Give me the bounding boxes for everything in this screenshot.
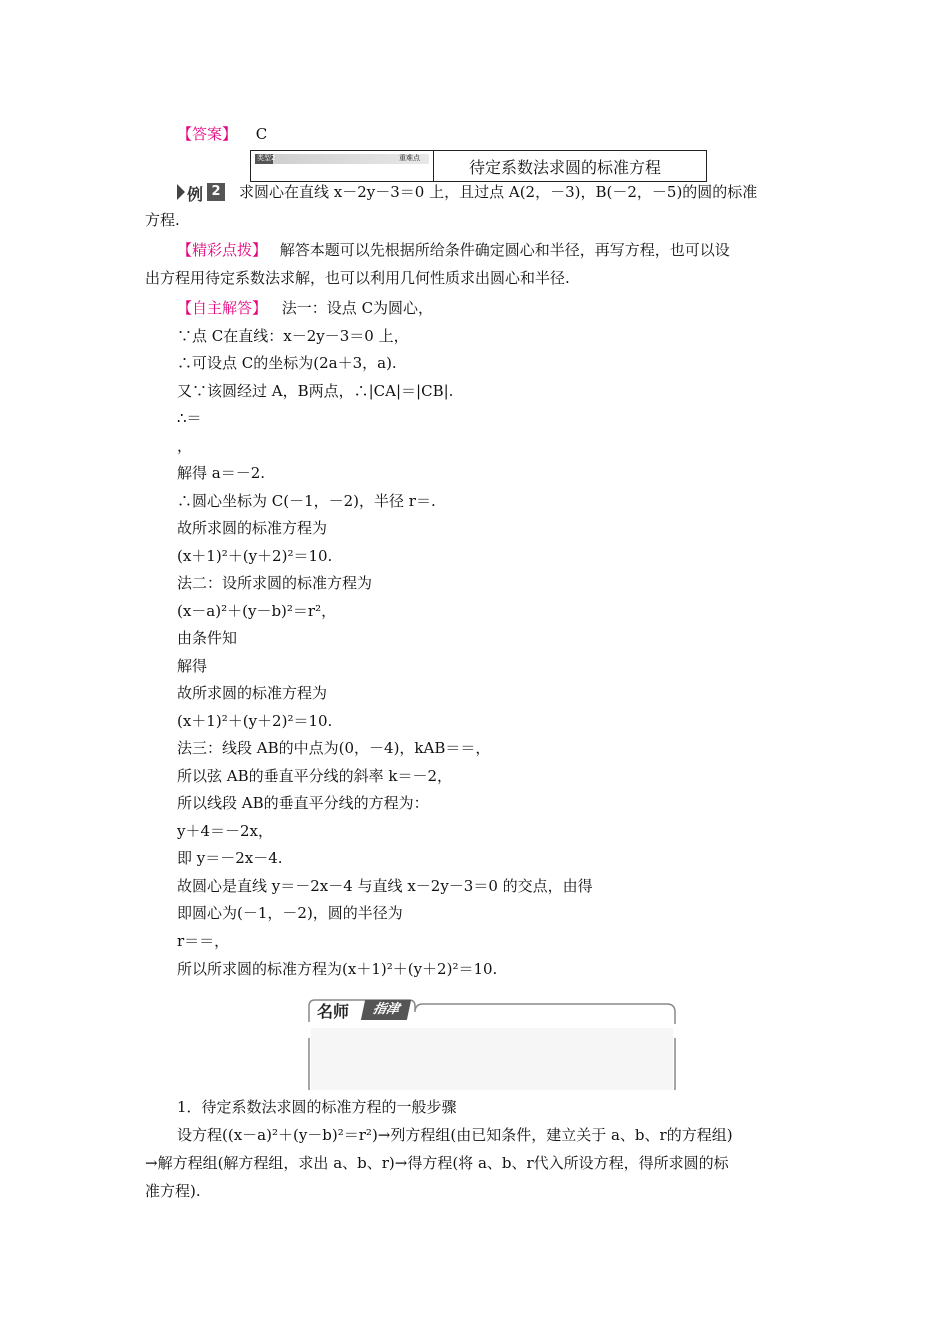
solution-line-8: 故所求圆的标准方程为 (177, 519, 328, 537)
solution-line-3: 又∵该圆经过 A，B两点，∴|CA|＝|CB|. (177, 382, 454, 400)
solution-line-10: 法二：设所求圆的标准方程为 (177, 574, 373, 592)
answer-line (177, 124, 267, 144)
solution-line-1: ∵点 C在直线：x－2y－3＝0 上， (177, 327, 409, 345)
tips-label-b: 指津 (361, 1000, 411, 1020)
solution-line-21: 故圆心是直线 y＝－2x－4 与直线 x－2y－3＝0 的交点，由得 (177, 877, 593, 895)
solution-tag: 【自主解答】 (177, 299, 268, 317)
solution-line-5: ， (177, 437, 193, 455)
solution-line-6: 解得 a＝－2. (177, 464, 266, 482)
solution-line-18: 所以线段 AB的垂直平分线的方程为： (177, 794, 429, 812)
answer-value: C (255, 125, 268, 143)
solution-line-12: 由条件知 (177, 629, 238, 647)
solution-line-15: (x＋1)²＋(y＋2)²＝10. (177, 712, 333, 730)
tips-label-a: 名师 (317, 1002, 350, 1021)
solution-line-13: 解得 (177, 657, 208, 675)
solution-line-19: y＋4＝－2x， (177, 822, 274, 840)
answer-tag: 【答案】 (177, 125, 238, 143)
solution-line-4: ∴＝ (177, 409, 202, 427)
solution-line-7: ∴圆心坐标为 C(－1，－2)，半径 r＝. (177, 492, 436, 510)
summary-heading: 1．待定系数法求圆的标准方程的一般步骤 (177, 1098, 457, 1116)
triangle-arrow-icon (177, 184, 185, 200)
summary-line-2: →解方程组(解方程组，求出 a、b、r)→得方程(将 a、b、r代入所设方程，得所求圆的标 (145, 1154, 729, 1172)
solution-line-24: 所以所求圆的标准方程为(x＋1)²＋(y＋2)²＝10. (177, 960, 498, 978)
type-badge-label: 类型2 (257, 154, 276, 162)
summary-line-3: 准方程). (145, 1182, 201, 1200)
solution-line-9: (x＋1)²＋(y＋2)²＝10. (177, 547, 333, 565)
solution-line-14: 故所求圆的标准方程为 (177, 684, 328, 702)
example-text-line-1: 求圆心在直线 x－2y－3＝0 上，且过点 A(2，－3)，B(－2，－5)的圆的标准 (239, 183, 758, 201)
type-badge-area (251, 151, 434, 181)
hint-tag: 【精彩点拨】 (177, 241, 268, 259)
hint-text-1: 解答本题可以先根据所给条件确定圆心和半径，再写方程，也可以设 (279, 241, 730, 259)
hint-line-1 (177, 240, 730, 260)
tips-label (305, 998, 413, 1022)
solution-line-11: (x－a)²＋(y－b)²＝r²， (177, 602, 337, 620)
solution-line-0 (177, 298, 433, 318)
example-badge (177, 182, 229, 202)
summary-line-1: 设方程((x－a)²＋(y－b)²＝r²)→列方程组(由已知条件，建立关于 a、b、r的方程组) (177, 1126, 733, 1144)
hint-line-2: 出方程用待定系数法求解，也可以利用几何性质求出圆心和半径. (145, 269, 570, 287)
solution-line-17: 所以弦 AB的垂直平分线的斜率 k＝－2， (177, 767, 453, 785)
example-number: 2 (207, 183, 225, 201)
solution-line-22: 即圆心为(－1，－2)，圆的半径为 (177, 904, 403, 922)
type-header-box (250, 150, 707, 182)
example-label: 例 (187, 185, 204, 204)
solution-text-0: 法一：设点 C为圆心， (281, 299, 434, 317)
example-text-line-2: 方程. (145, 211, 180, 229)
solution-line-20: 即 y＝－2x－4. (177, 849, 283, 867)
type-key-label: 重难点 (399, 154, 420, 162)
type-title: 待定系数法求圆的标准方程 (469, 158, 662, 177)
solution-line-16: 法三：线段 AB的中点为(0，－4)，kAB＝＝， (177, 739, 491, 757)
teacher-tips-box (305, 998, 677, 1090)
solution-line-23: r＝＝， (177, 932, 230, 950)
solution-line-2: ∴可设点 C的坐标为(2a＋3，a). (177, 354, 397, 372)
